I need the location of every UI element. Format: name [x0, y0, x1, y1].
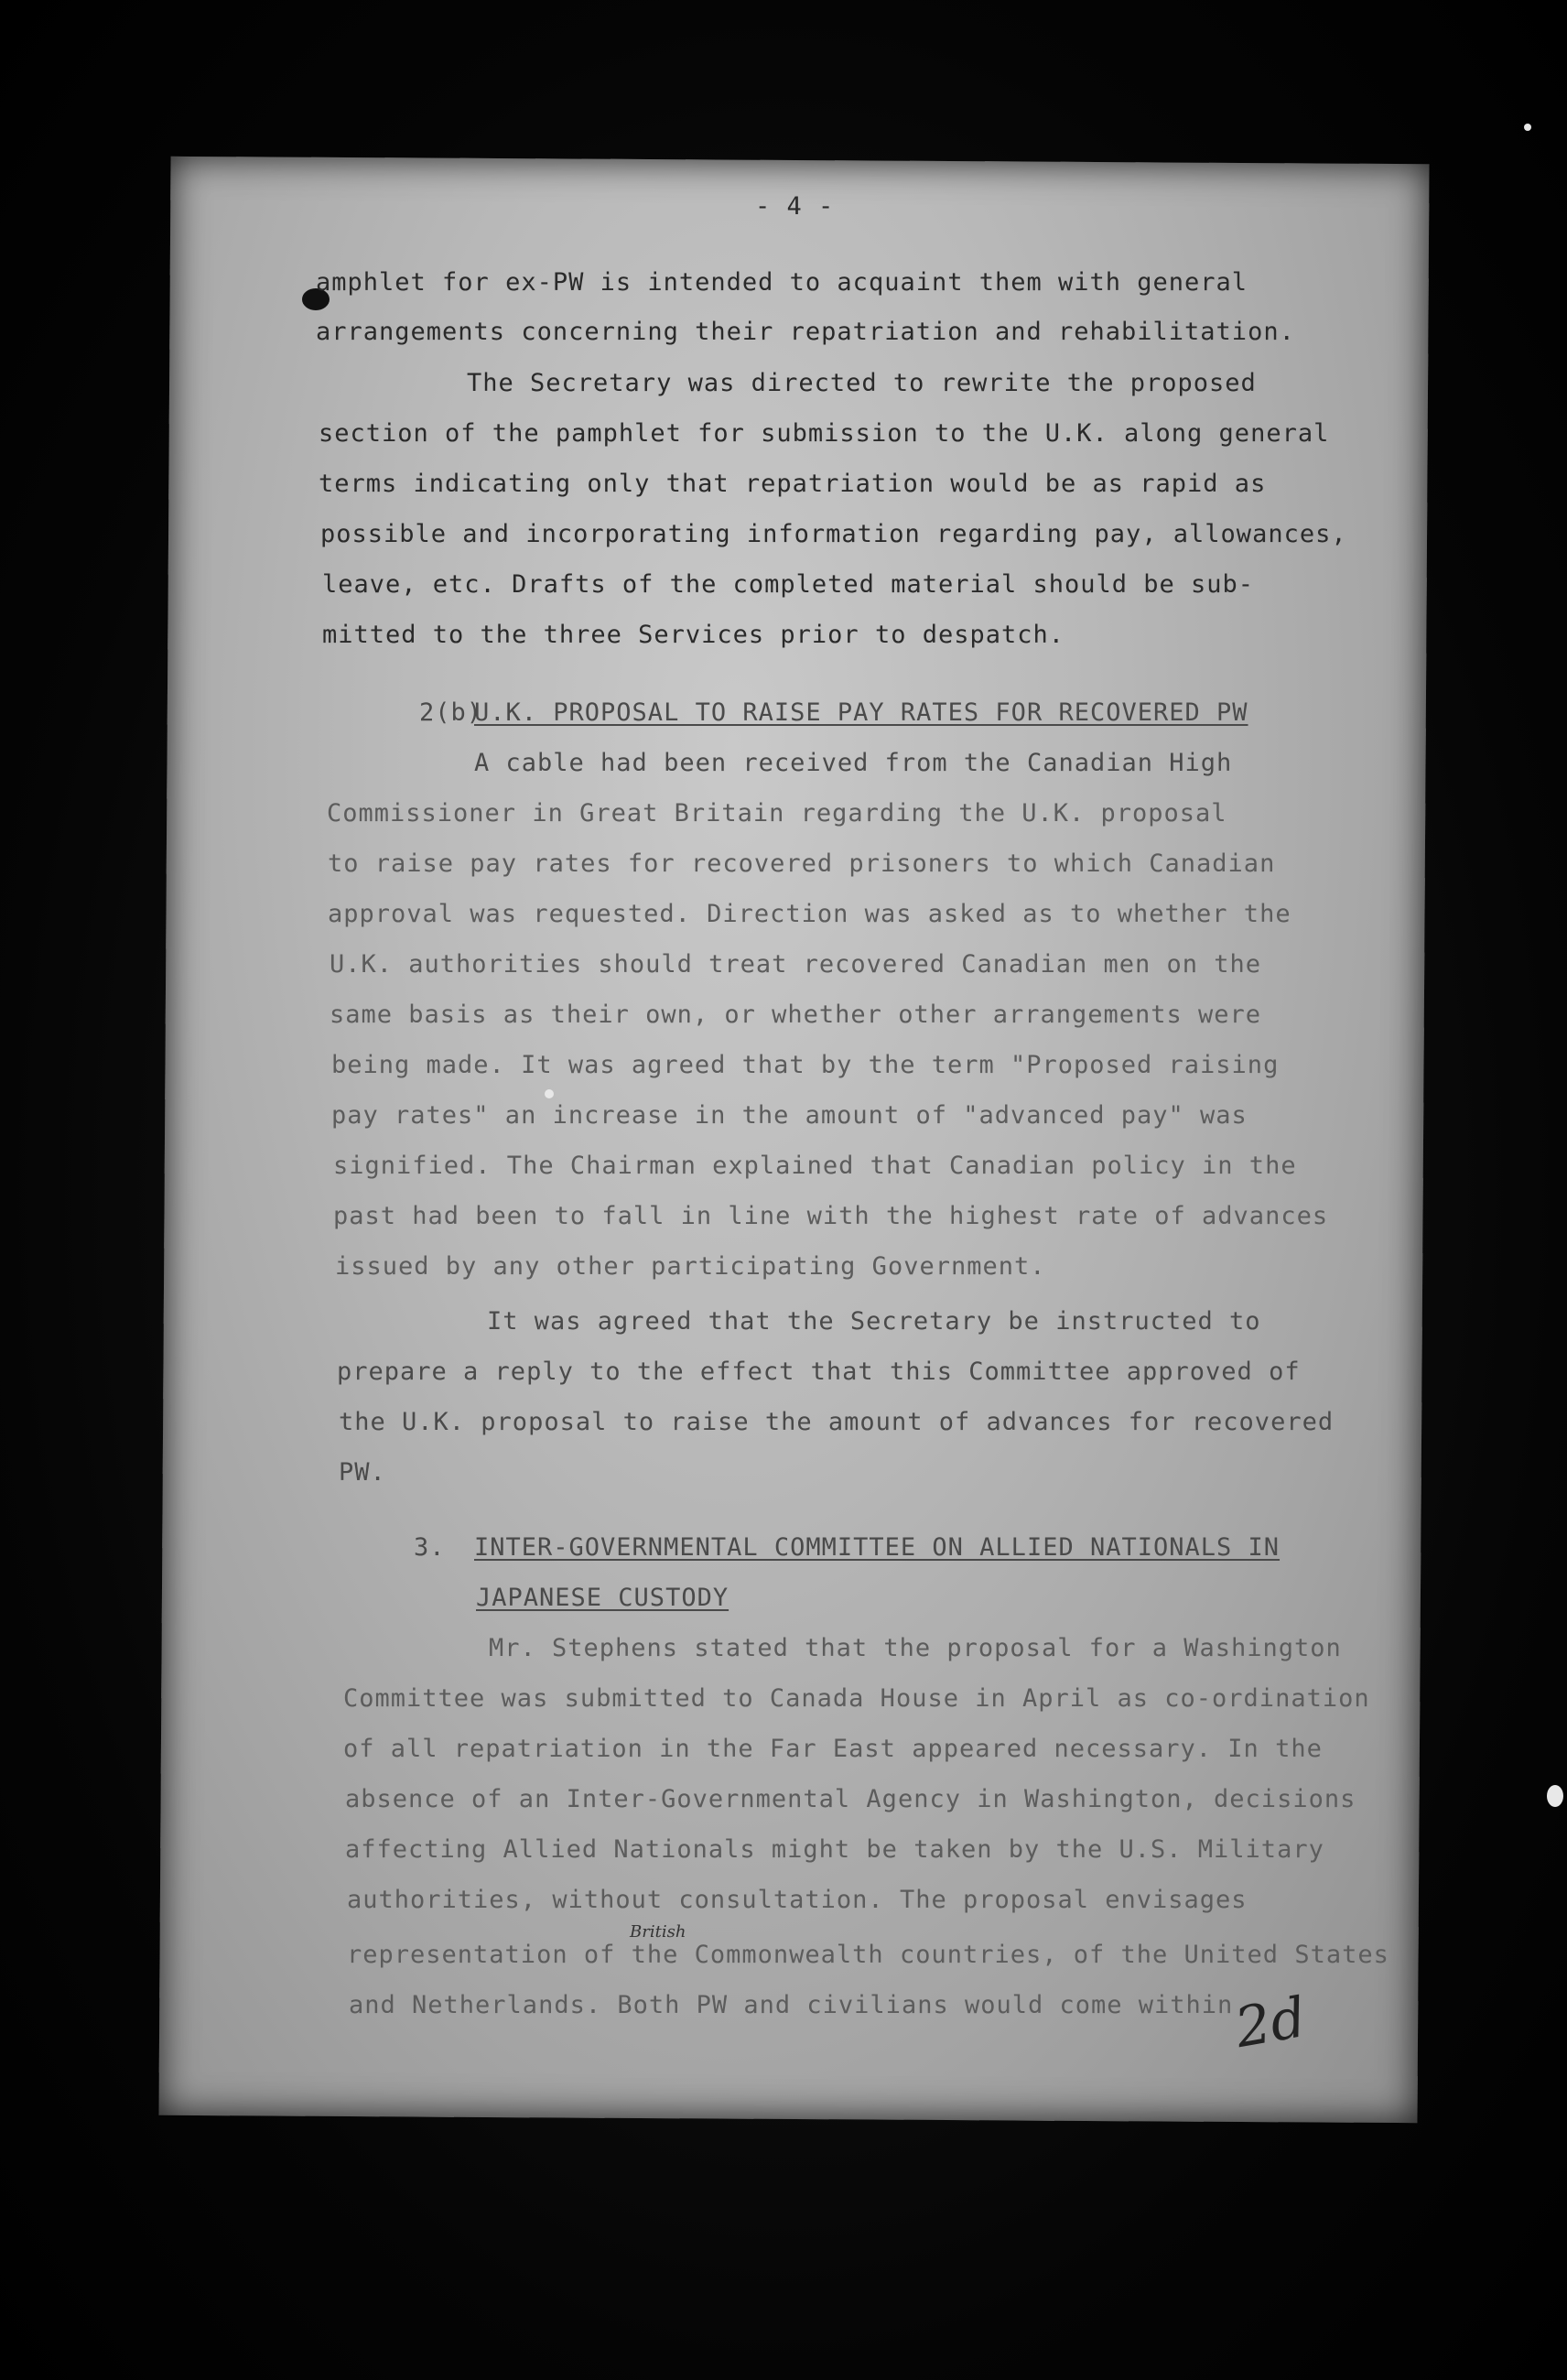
text-line: terms indicating only that repatriation would be as rapid as — [319, 470, 1267, 498]
text-line: being made. It was agreed that by the term "Proposed raising — [331, 1051, 1280, 1079]
text-line: possible and incorporating information regarding pay, allowances, — [320, 520, 1347, 548]
section-title: INTER-GOVERNMENTAL COMMITTEE ON ALLIED NATIONALS IN — [474, 1533, 1281, 1562]
section-number: 2(b) — [419, 698, 483, 727]
section-number: 3. — [414, 1533, 446, 1562]
text-line: mitted to the three Services prior to despatch. — [322, 621, 1065, 649]
text-line: affecting Allied Nationals might be taken by the U.S. Military — [345, 1835, 1324, 1864]
text-line: leave, etc. Drafts of the completed material should be sub- — [322, 570, 1255, 599]
text-line: absence of an Inter-Governmental Agency in Washington, decisions — [345, 1785, 1356, 1813]
text-line: signified. The Chairman explained that Canadian policy in the — [333, 1152, 1297, 1180]
film-speck — [1524, 124, 1531, 131]
page-number: - 4 - — [755, 192, 835, 221]
text-line: It was agreed that the Secretary be instructed to — [487, 1307, 1261, 1336]
text-line: U.K. authorities should treat recovered Canadian men on the — [330, 950, 1262, 979]
film-speck — [545, 1089, 554, 1098]
text-line: The Secretary was directed to rewrite the proposed — [467, 369, 1257, 397]
text-line: arrangements concerning their repatriation and rehabilitation. — [316, 318, 1295, 346]
handwritten-mark: 2d — [1230, 1985, 1312, 2061]
film-speck — [1547, 1785, 1563, 1807]
section-title-continued: JAPANESE CUSTODY — [476, 1584, 729, 1612]
text-line: of all repatriation in the Far East appeared necessary. In the — [343, 1735, 1323, 1763]
document-page — [158, 157, 1429, 2123]
text-line: representation of the Commonwealth countries, of the United States — [347, 1941, 1389, 1969]
text-line: pay rates" an increase in the amount of "advanced pay" was — [331, 1101, 1248, 1130]
text-line: to raise pay rates for recovered prisoners to which Canadian — [328, 849, 1276, 878]
section-title: U.K. PROPOSAL TO RAISE PAY RATES FOR RECOVERED PW — [474, 698, 1248, 727]
text-line: authorities, without consultation. The proposal envisages — [347, 1886, 1248, 1914]
text-line: approval was requested. Direction was asked as to whether the — [328, 900, 1291, 928]
text-line: Commissioner in Great Britain regarding the U.K. proposal — [327, 799, 1227, 828]
text-line: prepare a reply to the effect that this Committee approved of — [337, 1358, 1301, 1386]
text-line: same basis as their own, or whether other arrangements were — [330, 1001, 1262, 1029]
handwritten-insert: British — [630, 1922, 686, 1942]
text-line: the U.K. proposal to raise the amount of advances for recovered — [339, 1408, 1335, 1436]
text-line: issued by any other participating Government. — [335, 1252, 1046, 1281]
text-line: Committee was submitted to Canada House in April as co-ordination — [343, 1684, 1370, 1713]
text-line: section of the pamphlet for submission to the U.K. along general — [319, 419, 1330, 448]
text-line: PW. — [339, 1458, 386, 1487]
text-line: Mr. Stephens stated that the proposal for a Washington — [489, 1634, 1342, 1662]
text-line: past had been to fall in line with the highest rate of advances — [333, 1202, 1329, 1230]
text-line: A cable had been received from the Canadian High — [474, 749, 1233, 777]
text-line: amphlet for ex-PW is intended to acquaint them with general — [316, 268, 1248, 297]
text-line: and Netherlands. Both PW and civilians would come within — [349, 1991, 1234, 2019]
